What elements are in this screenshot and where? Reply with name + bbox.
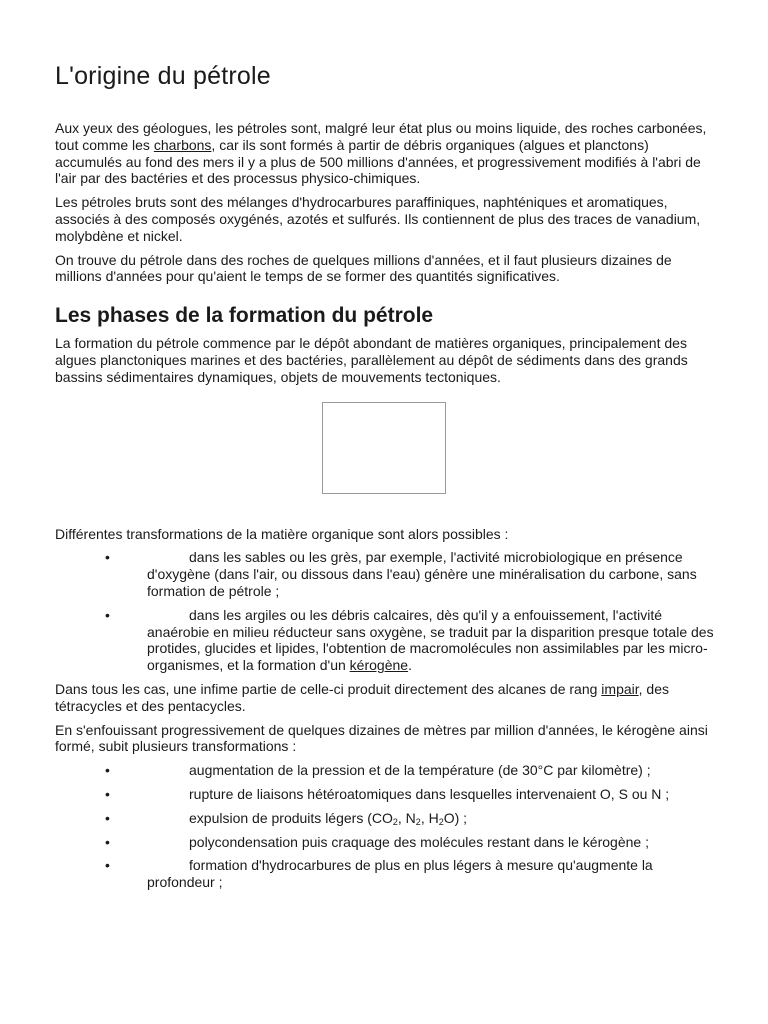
- transformation-list: [55, 549, 718, 674]
- subscript: 2: [392, 816, 398, 827]
- section-paragraph-4: En s'enfouissant progressivement de quelques dizaines de mètres par million d'années, le kérogène ainsi formé, subit plusieurs transformations :: [55, 721, 708, 755]
- charbons-link[interactable]: charbons: [153, 136, 212, 153]
- list-item-text-end: .: [408, 657, 412, 674]
- intro-p1-text-end: , car ils sont formés à partir de débris organiques (algues et planctons) accumulés au fond des mers il y a plus de 500 millions d'années, et progressivement modifiés à l'abri de l'air par des bactéries et des processus physico-chimiques.: [55, 136, 701, 187]
- section-heading: Les phases de la formation du pétrole: [55, 304, 434, 328]
- list-item-text: rupture de liaisons hétéroatomiques dans lesquelles intervenaient O, S ou N ;: [189, 785, 670, 802]
- list-item-text: polycondensation puis craquage des molécules restant dans le kérogène ;: [189, 833, 649, 850]
- kerogene-transformation-list: [55, 762, 718, 891]
- bullet-icon: •: [105, 549, 110, 566]
- section-paragraph-1: La formation du pétrole commence par le dépôt abondant de matières organiques, principalement des algues planctoniques marines et des bactéries, parallèlement au dépôt de sédiments dans des grands bassins sédimentaires dynamiques, objets de mouvements tectoniques.: [55, 335, 688, 385]
- subscript: 2: [438, 816, 444, 827]
- intro-paragraph-3: On trouve du pétrole dans des roches de quelques millions d'années, et il faut plusieurs dizaines de millions d'années pour qu'aient le temps de se former des quantités significatives.: [55, 251, 672, 285]
- list-item: [105, 857, 718, 891]
- bullet-icon: •: [105, 857, 110, 874]
- figure-placeholder: [322, 402, 446, 494]
- list-item: [105, 785, 718, 803]
- list-item: [105, 809, 718, 827]
- list-item: [105, 762, 718, 779]
- page-title: L'origine du pétrole: [55, 62, 271, 90]
- list-item: [105, 549, 718, 599]
- formula-text: expulsion de produits légers (CO: [189, 809, 393, 826]
- list-item-text: formation d'hydrocarbures de plus en plus légers à mesure qu'augmente la profondeur ;: [147, 857, 653, 891]
- intro-p1-text-start: Aux yeux des géologues, les pétroles sont, malgré leur état plus ou moins liquide, des roches carbonées, tout comme les: [55, 120, 707, 153]
- intro-paragraph-1: [55, 120, 718, 187]
- subscript: 2: [415, 816, 421, 827]
- section-paragraph-2: Différentes transformations de la matière organique sont alors possibles :: [55, 525, 509, 542]
- bullet-icon: •: [105, 762, 110, 779]
- list-item: [105, 833, 718, 851]
- list-item-text: augmentation de la pression et de la température (de 30°C par kilomètre) ;: [189, 762, 651, 779]
- bullet-icon: •: [105, 833, 110, 850]
- formula-text: , H: [420, 809, 439, 826]
- impair-link[interactable]: impair: [601, 680, 639, 697]
- list-item: [105, 606, 718, 674]
- bullet-icon: •: [105, 809, 110, 826]
- bullet-icon: •: [105, 606, 110, 623]
- intro-paragraph-2: Les pétroles bruts sont des mélanges d'hydrocarbures paraffiniques, naphténiques et aromatiques, associés à des composés oxygénés, azotés et sulfurés. Ils contiennent de plus des traces de vanadium, molybdène et nickel.: [55, 194, 701, 244]
- bullet-icon: •: [105, 785, 110, 802]
- p3-text-start: Dans tous les cas, une infime partie de celle-ci produit directement des alcanes de rang: [55, 680, 602, 697]
- list-item-text: dans les argiles ou les débris calcaires, dès qu'il y a enfouissement, l'activité anaérobie en milieu réducteur sans oxygène, se traduit par la disparition presque totale des protides, glucides et lipides, l'obtention de macromolécules non assimilables par les micro-organismes, et la formation d'un: [147, 606, 714, 674]
- list-item-text: [189, 810, 467, 826]
- section-paragraph-3: [55, 681, 718, 715]
- list-item-text: dans les sables ou les grès, par exemple, l'activité microbiologique en présence d'oxygène (dans l'air, ou dissous dans l'eau) génère une minéralisation du carbone, sans formation de pétrole ;: [147, 549, 697, 599]
- formula-text: , N: [397, 809, 416, 826]
- formula-text: O) ;: [443, 809, 468, 826]
- kerogene-link[interactable]: kérogène: [349, 657, 409, 674]
- p3-text-end: , des tétracycles et des pentacycles.: [55, 680, 670, 714]
